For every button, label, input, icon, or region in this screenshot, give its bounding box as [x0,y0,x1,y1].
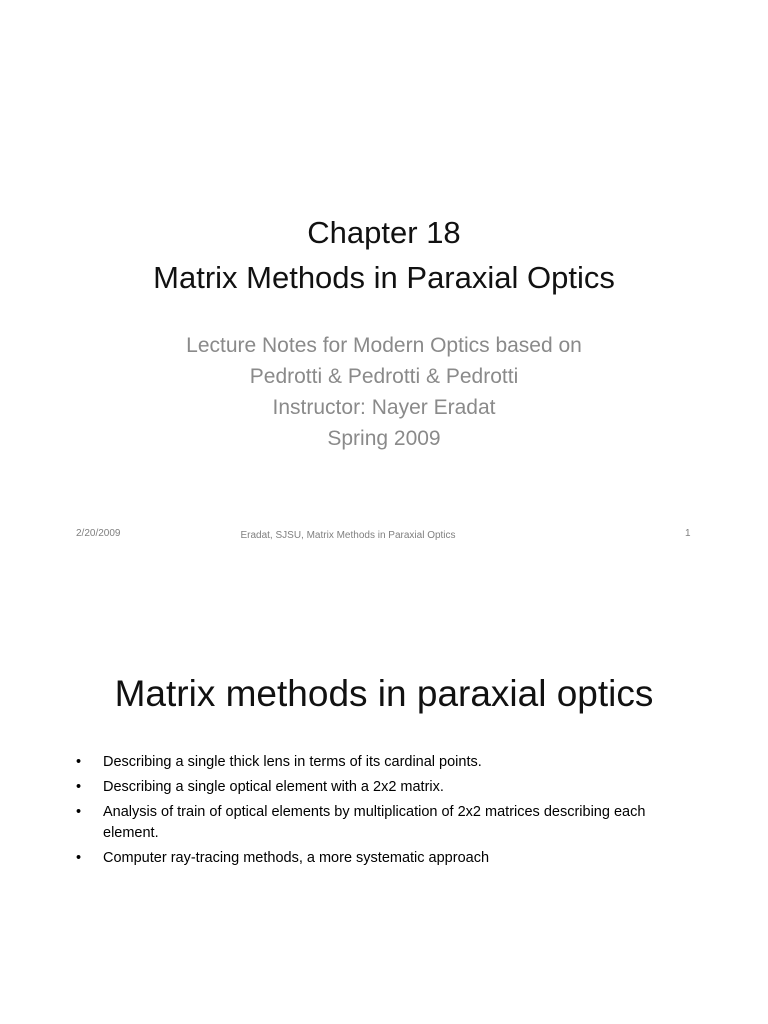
list-item [76,777,696,798]
bullet-marker: • [76,804,82,820]
slide-1-title [0,210,768,300]
bullet-list [76,752,696,873]
bullet-marker: • [76,850,82,866]
list-item-text: Describing a single thick lens in terms of its cardinal points. [103,754,482,770]
slide-2-title: Matrix methods in paraxial optics [114,673,654,714]
list-item-text: Describing a single optical element with a 2x2 matrix. [103,779,444,795]
slide-1-subtitle [0,330,768,454]
title-line-topic: Matrix Methods in Paraxial Optics [153,260,615,295]
list-item-text: Computer ray-tracing methods, a more systematic approach [103,850,490,866]
subtitle-line-course: Lecture Notes for Modern Optics based on [186,334,582,357]
list-item [76,802,696,844]
subtitle-line-textbook: Pedrotti & Pedrotti & Pedrotti [249,365,519,388]
subtitle-line-instructor: Instructor: Nayer Eradat [272,396,496,419]
title-line-chapter: Chapter 18 [307,215,461,250]
subtitle-line-term: Spring 2009 [327,427,441,450]
bullet-marker: • [76,754,82,770]
footer-center-text: Eradat, SJSU, Matrix Methods in Paraxial Optics [240,530,456,541]
list-item [76,752,696,773]
footer-date: 2/20/2009 [76,528,121,539]
bullet-marker: • [76,779,82,795]
list-item [76,848,696,869]
list-item-text: Analysis of train of optical elements by multiplication of 2x2 matrices describing each element. [103,804,646,841]
slide-2 [0,620,768,1024]
footer-page-number: 1 [685,528,691,539]
